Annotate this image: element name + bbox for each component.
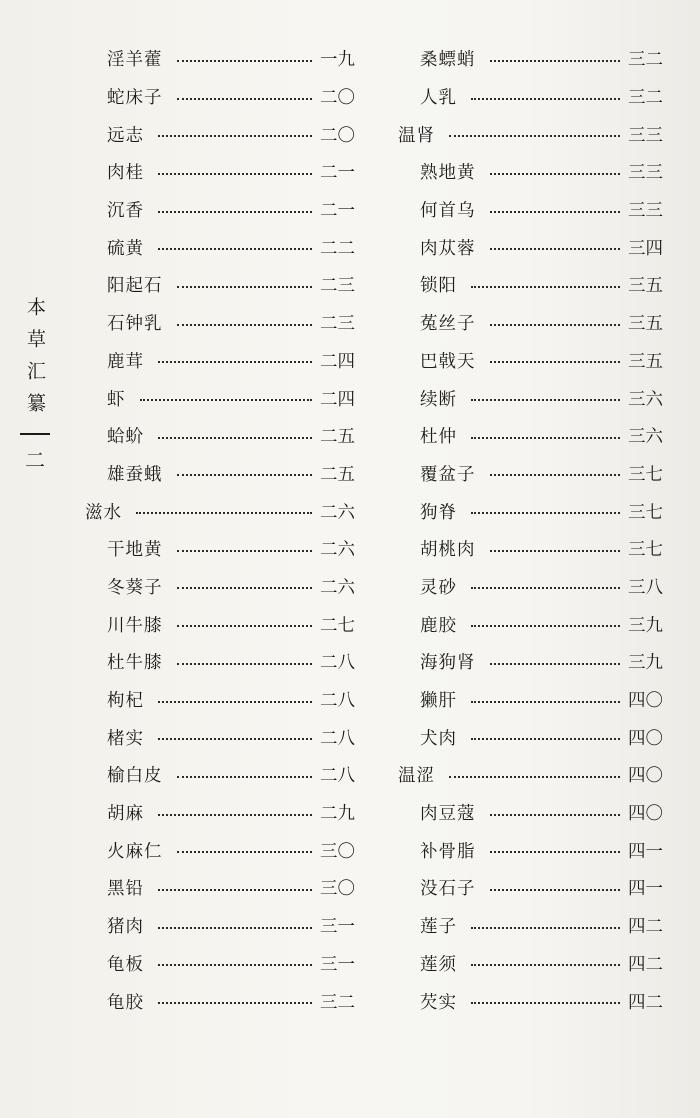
toc-entry: [85, 304, 355, 342]
dot-leader: [471, 964, 620, 966]
dot-leader: [158, 814, 312, 816]
dot-leader: [177, 587, 313, 589]
entry-page-number: 二四: [320, 351, 355, 372]
toc-entry: [85, 153, 355, 191]
toc-entry: [398, 40, 663, 78]
entry-page-number: 三九: [628, 653, 663, 674]
toc-entry: [398, 831, 663, 869]
entry-page-number: 二八: [320, 766, 355, 787]
entry-label: 熟地黄: [420, 163, 476, 184]
entry-page-number: 四一: [628, 841, 663, 862]
dot-leader: [449, 135, 620, 137]
dot-leader: [471, 437, 620, 439]
entry-page-number: 四〇: [628, 766, 663, 787]
entry-label: 獭肝: [420, 691, 457, 712]
entry-label: 锁阳: [420, 276, 457, 297]
entry-page-number: 二〇: [320, 125, 355, 146]
dot-leader: [471, 587, 620, 589]
entry-page-number: 三一: [320, 954, 355, 975]
entry-label: 远志: [107, 125, 144, 146]
entry-label: 石钟乳: [107, 314, 163, 335]
entry-label: 虾: [107, 389, 126, 410]
entry-label: 阳起石: [107, 276, 163, 297]
entry-page-number: 三二: [628, 50, 663, 71]
dot-leader: [471, 738, 620, 740]
entry-label: 滋水: [85, 502, 122, 523]
dot-leader: [177, 776, 313, 778]
entry-label: 菟丝子: [420, 314, 476, 335]
entry-page-number: 二〇: [320, 88, 355, 109]
entry-page-number: 四〇: [628, 728, 663, 749]
entry-page-number: 二三: [320, 314, 355, 335]
dot-leader: [158, 248, 312, 250]
toc-entry: [398, 643, 663, 681]
dot-leader: [158, 701, 312, 703]
entry-label: 猪肉: [107, 917, 144, 938]
toc-entry: [398, 266, 663, 304]
entry-page-number: 三四: [628, 238, 663, 259]
entry-label: 肉豆蔻: [420, 804, 476, 825]
entry-label: 鹿胶: [420, 615, 457, 636]
entry-page-number: 二八: [320, 691, 355, 712]
entry-page-number: 四二: [628, 992, 663, 1013]
entry-page-number: 一九: [320, 50, 355, 71]
dot-leader: [158, 1002, 312, 1004]
toc-entry: [398, 492, 663, 530]
entry-label: 蛇床子: [107, 88, 163, 109]
dot-leader: [177, 60, 313, 62]
toc-left-column: [85, 40, 355, 1020]
toc-entry: [398, 718, 663, 756]
dot-leader: [490, 474, 621, 476]
entry-page-number: 二二: [320, 238, 355, 259]
toc-entry: [85, 568, 355, 606]
toc-entry: [398, 417, 663, 455]
entry-label: 榆白皮: [107, 766, 163, 787]
entry-page-number: 三五: [628, 314, 663, 335]
entry-page-number: 三二: [628, 88, 663, 109]
entry-page-number: 二六: [320, 577, 355, 598]
entry-label: 鹿茸: [107, 351, 144, 372]
entry-label: 莲须: [420, 954, 457, 975]
entry-label: 杜牛膝: [107, 653, 163, 674]
entry-label: 川牛膝: [107, 615, 163, 636]
entry-page-number: 二一: [320, 201, 355, 222]
title-divider: [20, 433, 50, 435]
toc-entry: [398, 794, 663, 832]
dot-leader: [490, 248, 621, 250]
toc-entry: [85, 455, 355, 493]
toc-entry: [85, 266, 355, 304]
entry-label: 巴戟天: [420, 351, 476, 372]
entry-label: 温涩: [398, 766, 435, 787]
running-head: [20, 297, 50, 473]
toc-entry: [398, 342, 663, 380]
entry-label: 干地黄: [107, 540, 163, 561]
entry-page-number: 三八: [628, 577, 663, 598]
dot-leader: [177, 625, 313, 627]
entry-page-number: 三七: [628, 502, 663, 523]
dot-leader: [490, 324, 621, 326]
dot-leader: [471, 512, 620, 514]
toc-entry: [85, 78, 355, 116]
toc-entry: [398, 78, 663, 116]
dot-leader: [471, 399, 620, 401]
entry-page-number: 二六: [320, 540, 355, 561]
dot-leader: [158, 135, 312, 137]
dot-leader: [449, 776, 620, 778]
dot-leader: [158, 738, 312, 740]
toc-entry: [85, 115, 355, 153]
entry-page-number: 二八: [320, 653, 355, 674]
entry-label: 枸杞: [107, 691, 144, 712]
toc-entry: [85, 228, 355, 266]
dot-leader: [158, 361, 312, 363]
entry-label: 火麻仁: [107, 841, 163, 862]
entry-label: 补骨脂: [420, 841, 476, 862]
entry-page-number: 二九: [320, 804, 355, 825]
toc-entry: [398, 153, 663, 191]
toc-entry: [85, 40, 355, 78]
dot-leader: [471, 625, 620, 627]
entry-label: 没石子: [420, 879, 476, 900]
dot-leader: [490, 550, 621, 552]
dot-leader: [158, 964, 312, 966]
toc-entry: [398, 869, 663, 907]
dot-leader: [177, 98, 313, 100]
entry-label: 冬葵子: [107, 577, 163, 598]
entry-page-number: 二三: [320, 276, 355, 297]
entry-page-number: 二七: [320, 615, 355, 636]
toc-entry: [85, 342, 355, 380]
toc-entry: [85, 982, 355, 1020]
entry-page-number: 三五: [628, 351, 663, 372]
dot-leader: [136, 512, 312, 514]
toc-entry: [398, 945, 663, 983]
toc-entry: [398, 191, 663, 229]
entry-page-number: 四二: [628, 954, 663, 975]
entry-label: 雄蚕蛾: [107, 464, 163, 485]
toc-entry: [85, 869, 355, 907]
dot-leader: [490, 361, 621, 363]
dot-leader: [471, 1002, 620, 1004]
toc-entry: [85, 643, 355, 681]
entry-page-number: 四一: [628, 879, 663, 900]
entry-page-number: 三〇: [320, 841, 355, 862]
entry-page-number: 四〇: [628, 804, 663, 825]
entry-page-number: 二五: [320, 464, 355, 485]
entry-label: 莲子: [420, 917, 457, 938]
entry-page-number: 四〇: [628, 691, 663, 712]
dot-leader: [177, 474, 313, 476]
entry-label: 胡桃肉: [420, 540, 476, 561]
dot-leader: [177, 324, 313, 326]
entry-page-number: 三七: [628, 540, 663, 561]
dot-leader: [490, 663, 621, 665]
dot-leader: [471, 286, 620, 288]
page-number: 二: [25, 448, 45, 472]
entry-page-number: 三六: [628, 389, 663, 410]
dot-leader: [177, 286, 313, 288]
toc-entry: [85, 794, 355, 832]
entry-label: 淫羊藿: [107, 50, 163, 71]
entry-page-number: 二一: [320, 163, 355, 184]
toc-entry: [398, 907, 663, 945]
entry-label: 肉桂: [107, 163, 144, 184]
entry-label: 楮实: [107, 728, 144, 749]
dot-leader: [158, 927, 312, 929]
entry-page-number: 三〇: [320, 879, 355, 900]
toc-entry: [85, 756, 355, 794]
entry-label: 覆盆子: [420, 464, 476, 485]
entry-page-number: 四二: [628, 917, 663, 938]
entry-page-number: 三二: [320, 992, 355, 1013]
toc-section-heading: [398, 756, 663, 794]
toc-entry: [85, 718, 355, 756]
entry-page-number: 二四: [320, 389, 355, 410]
toc-entry: [398, 605, 663, 643]
toc-entry: [85, 831, 355, 869]
toc-entry: [398, 304, 663, 342]
entry-page-number: 三六: [628, 427, 663, 448]
entry-page-number: 三三: [628, 201, 663, 222]
dot-leader: [471, 98, 620, 100]
dot-leader: [177, 663, 313, 665]
dot-leader: [177, 550, 313, 552]
entry-label: 温肾: [398, 125, 435, 146]
toc-entry: [398, 228, 663, 266]
entry-label: 狗脊: [420, 502, 457, 523]
entry-label: 蛤蚧: [107, 427, 144, 448]
entry-label: 龟胶: [107, 992, 144, 1013]
toc-entry: [85, 907, 355, 945]
dot-leader: [158, 889, 312, 891]
dot-leader: [490, 889, 621, 891]
entry-page-number: 二五: [320, 427, 355, 448]
toc-entry: [85, 417, 355, 455]
dot-leader: [140, 399, 313, 401]
toc-entry: [85, 530, 355, 568]
entry-page-number: 三五: [628, 276, 663, 297]
toc-entry: [398, 681, 663, 719]
dot-leader: [158, 173, 312, 175]
entry-label: 桑螵蛸: [420, 50, 476, 71]
dot-leader: [490, 173, 621, 175]
toc-entry: [398, 530, 663, 568]
toc-entry: [85, 191, 355, 229]
entry-page-number: 三九: [628, 615, 663, 636]
toc-section-heading: [85, 492, 355, 530]
toc-entry: [85, 605, 355, 643]
toc-section-heading: [398, 115, 663, 153]
dot-leader: [471, 701, 620, 703]
toc-entry: [398, 982, 663, 1020]
entry-label: 海狗肾: [420, 653, 476, 674]
book-title: 本草汇纂: [24, 297, 46, 425]
entry-page-number: 三一: [320, 917, 355, 938]
toc-entry: [85, 379, 355, 417]
entry-page-number: 三三: [628, 125, 663, 146]
entry-label: 胡麻: [107, 804, 144, 825]
toc-entry: [398, 455, 663, 493]
entry-label: 芡实: [420, 992, 457, 1013]
entry-page-number: 三三: [628, 163, 663, 184]
entry-page-number: 二八: [320, 728, 355, 749]
entry-label: 续断: [420, 389, 457, 410]
entry-label: 沉香: [107, 201, 144, 222]
dot-leader: [158, 211, 312, 213]
dot-leader: [490, 211, 621, 213]
entry-label: 何首乌: [420, 201, 476, 222]
toc-entry: [85, 681, 355, 719]
entry-label: 杜仲: [420, 427, 457, 448]
dot-leader: [471, 927, 620, 929]
dot-leader: [158, 437, 312, 439]
dot-leader: [490, 851, 621, 853]
entry-label: 硫黄: [107, 238, 144, 259]
dot-leader: [490, 814, 621, 816]
toc-entry: [398, 568, 663, 606]
entry-page-number: 二六: [320, 502, 355, 523]
entry-page-number: 三七: [628, 464, 663, 485]
dot-leader: [177, 851, 313, 853]
dot-leader: [490, 60, 621, 62]
toc-entry: [85, 945, 355, 983]
entry-label: 灵砂: [420, 577, 457, 598]
entry-label: 人乳: [420, 88, 457, 109]
entry-label: 黑铅: [107, 879, 144, 900]
entry-label: 龟板: [107, 954, 144, 975]
toc-right-column: [398, 40, 663, 1020]
toc-entry: [398, 379, 663, 417]
entry-label: 犬肉: [420, 728, 457, 749]
entry-label: 肉苁蓉: [420, 238, 476, 259]
